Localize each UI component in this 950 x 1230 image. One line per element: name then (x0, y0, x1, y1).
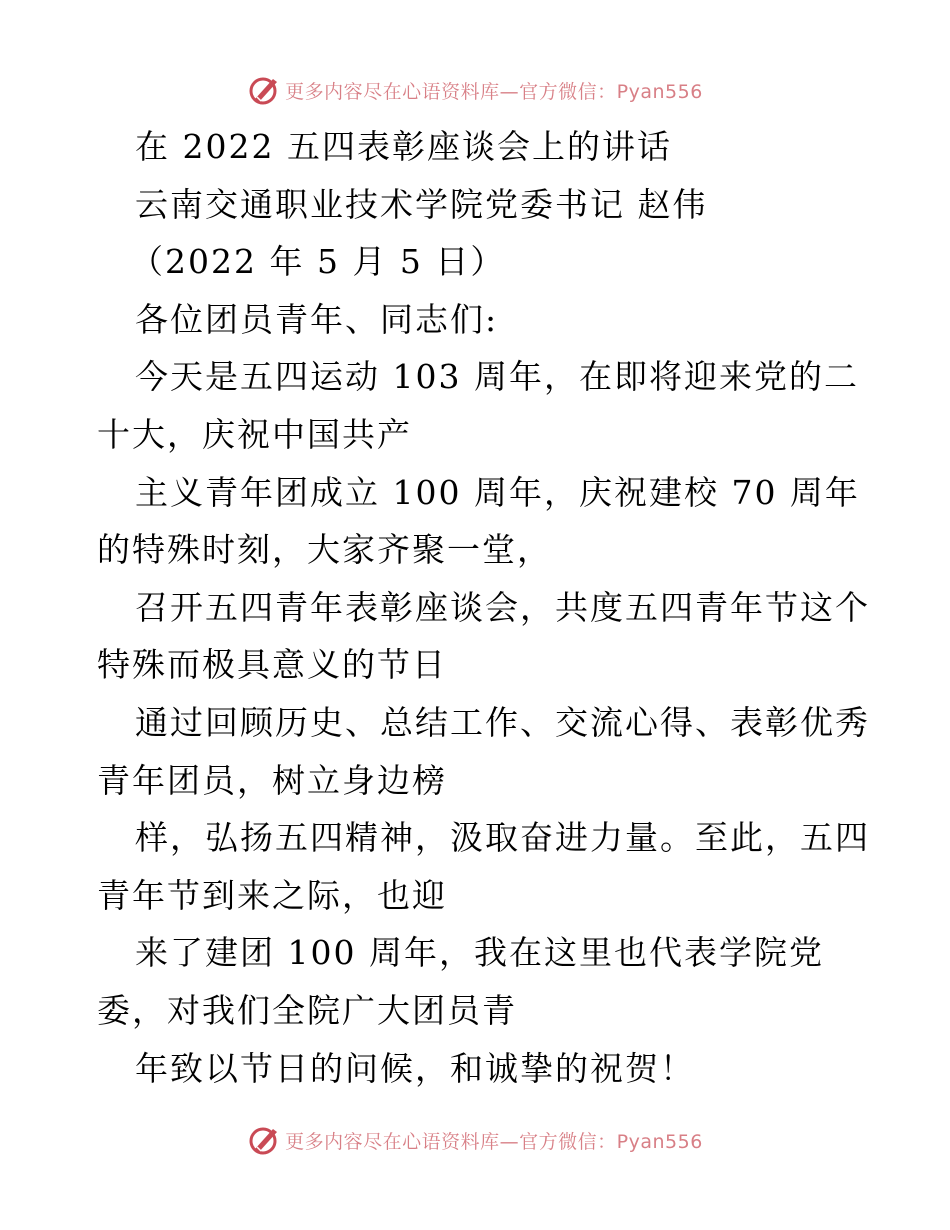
date-line: （2022 年 5 月 5 日） (130, 242, 506, 282)
paragraph-line: 今天是五四运动 103 周年，在即将迎来党的二 (135, 357, 859, 397)
watermark-header (0, 70, 950, 110)
paragraph-line: 来了建团 100 周年，我在这里也代表学院党 (135, 933, 824, 973)
paragraph-line: 青年团员，树立身边榜 (97, 760, 447, 800)
paragraph-line: 十大，庆祝中国共产 (97, 414, 412, 454)
paragraph-line: 的特殊时刻，大家齐聚一堂， (97, 530, 552, 570)
salutation: 各位团员青年、同志们: (135, 299, 499, 339)
paragraph-line: 召开五四青年表彰座谈会，共度五四青年节这个 (135, 587, 870, 627)
pen-logo-icon (247, 1123, 281, 1157)
watermark-text: 更多内容尽在心语资料库—官方微信：Pyan556 (285, 80, 703, 103)
paragraph-line: 样，弘扬五四精神，汲取奋进力量。至此，五四 (135, 818, 870, 858)
paragraph-line: 青年节到来之际，也迎 (97, 875, 447, 915)
pen-logo-icon (247, 73, 281, 107)
paragraph-line: 主义青年团成立 100 周年，庆祝建校 70 周年 (135, 472, 860, 512)
paragraph-line: 委，对我们全院广大团员青 (97, 990, 517, 1030)
document-body (97, 118, 870, 1097)
speech-title: 在 2022 五四表彰座谈会上的讲话 (135, 127, 672, 166)
speaker-line: 云南交通职业技术学院党委书记 赵伟 (135, 184, 708, 224)
paragraph-line: 年致以节日的问候，和诚挚的祝贺！ (135, 1048, 695, 1088)
watermark-footer (0, 1120, 950, 1160)
paragraph-line: 通过回顾历史、总结工作、交流心得、表彰优秀 (135, 702, 870, 742)
paragraph-line: 特殊而极具意义的节日 (97, 645, 447, 685)
watermark-text: 更多内容尽在心语资料库—官方微信：Pyan556 (285, 1130, 703, 1153)
